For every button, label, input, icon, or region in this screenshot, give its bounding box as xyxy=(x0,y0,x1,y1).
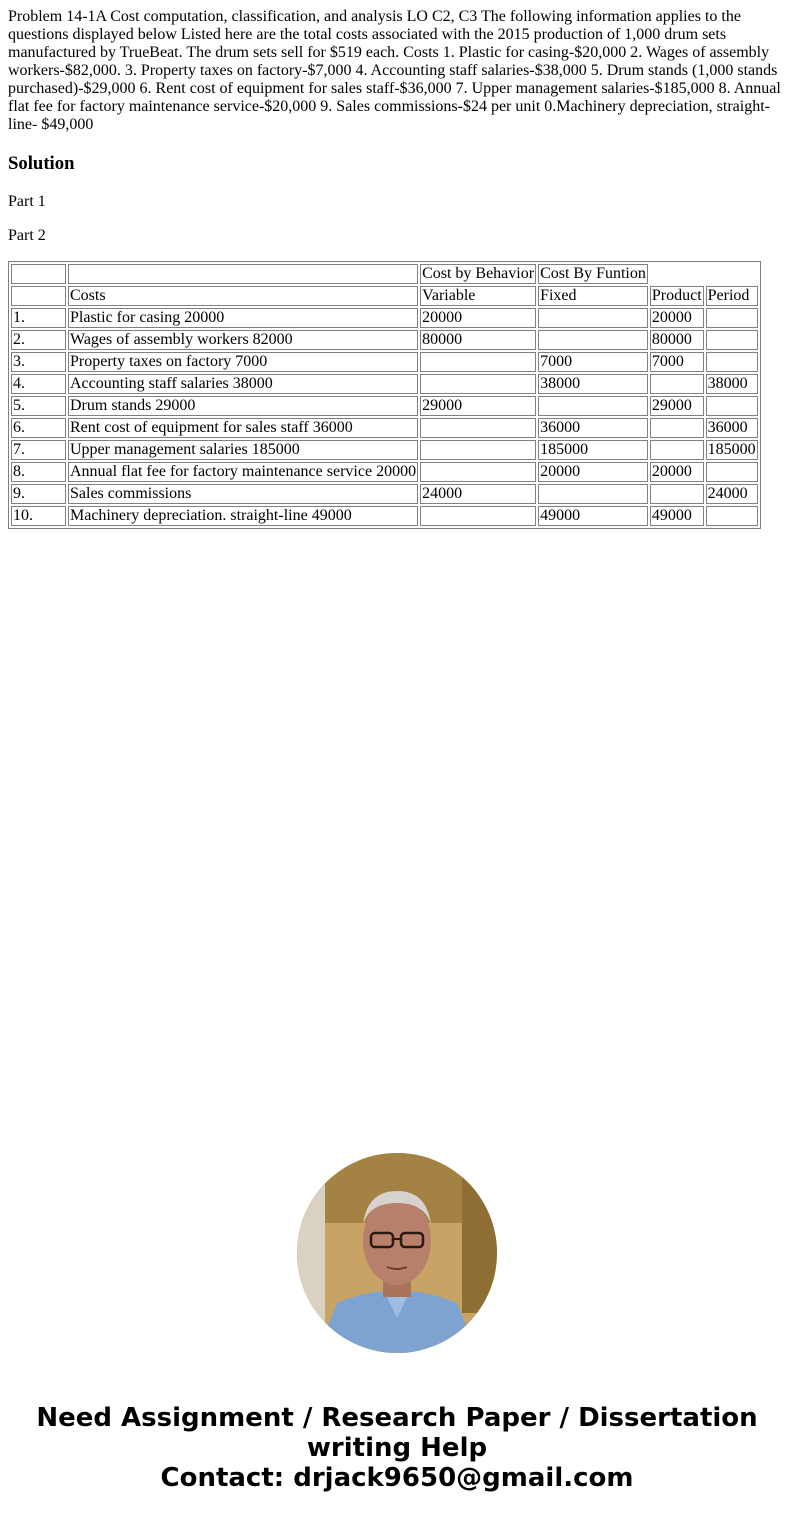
table-row xyxy=(11,484,758,504)
variable-value: 24000 xyxy=(420,484,536,504)
behavior-group-header: Cost by Behavior xyxy=(422,265,535,282)
promo-line-1: Need Assignment / Research Paper / Dissertation xyxy=(36,1403,758,1433)
row-number: 2. xyxy=(11,330,66,350)
table-row xyxy=(11,352,758,372)
variable-value: 80000 xyxy=(420,330,536,350)
row-number: 10. xyxy=(11,506,66,526)
row-number: 1. xyxy=(11,308,66,328)
period-value xyxy=(706,308,758,328)
product-value: 20000 xyxy=(650,308,704,328)
table-row xyxy=(11,308,758,328)
promo-contact: Contact: drjack9650@gmail.com xyxy=(160,1463,634,1493)
cost-item: Annual flat fee for factory maintenance service 20000 xyxy=(70,463,417,480)
period-value: 185000 xyxy=(707,441,756,458)
period-value xyxy=(706,462,758,482)
cost-item: Sales commissions xyxy=(68,484,418,504)
product-value xyxy=(650,418,704,438)
product-value: 7000 xyxy=(650,352,704,372)
fixed-value: 7000 xyxy=(538,352,648,372)
costs-header: Costs xyxy=(68,286,418,306)
product-value xyxy=(650,484,704,504)
period-header: Period xyxy=(706,286,758,306)
period-value xyxy=(706,506,758,526)
row-number: 7. xyxy=(11,440,66,460)
fixed-value: 20000 xyxy=(538,462,648,482)
period-value xyxy=(706,396,758,416)
fixed-value xyxy=(538,308,648,328)
empty-cell xyxy=(11,264,66,284)
author-photo xyxy=(297,1153,497,1353)
product-header: Product xyxy=(651,287,702,304)
problem-statement: Problem 14-1A Cost computation, classification, and analysis LO C2, C3 The following information applies to the questions displayed below Listed here are the total costs associated with the 2015 production of 1,000 drum sets manufactured by TrueBeat. The drum sets sell for $519 each. Costs 1. Plastic for casing-$20,000 2. Wages of assembly workers-$82,000. 3. Property taxes on factory-$7,000 4. Accounting staff salaries-$38,000 5. Drum stands (1,000 stands purchased)-$29,000 6. Rent cost of equipment for sales staff-$36,000 7. Upper management salaries-$185,000 8. Annual flat fee for factory maintenance service-$20,000 9. Sales commissions-$24 per unit 0.Machinery depreciation, straight-line- $49,000 xyxy=(8,8,781,133)
fixed-value xyxy=(538,330,648,350)
product-value: 80000 xyxy=(650,330,704,350)
row-number: 8. xyxy=(11,462,66,482)
variable-header: Variable xyxy=(420,286,536,306)
row-number: 3. xyxy=(11,352,66,372)
variable-value xyxy=(420,462,536,482)
product-value: 29000 xyxy=(650,396,704,416)
variable-value xyxy=(420,440,536,460)
row-number: 4. xyxy=(11,374,66,394)
table-row xyxy=(11,440,758,460)
fixed-value xyxy=(538,396,648,416)
cost-item: Rent cost of equipment for sales staff 36000 xyxy=(68,418,418,438)
empty-cell xyxy=(68,264,418,284)
cost-item: Upper management salaries 185000 xyxy=(68,440,418,460)
cost-item: Property taxes on factory 7000 xyxy=(68,352,418,372)
portrait-image xyxy=(297,1153,497,1353)
row-number: 9. xyxy=(11,484,66,504)
period-value: 36000 xyxy=(706,418,758,438)
period-value xyxy=(706,330,758,350)
variable-value xyxy=(420,418,536,438)
cost-item: Plastic for casing 20000 xyxy=(68,308,418,328)
period-value: 38000 xyxy=(706,374,758,394)
variable-value xyxy=(420,352,536,372)
cost-item: Drum stands 29000 xyxy=(68,396,418,416)
cost-item: Machinery depreciation. straight-line 49000 xyxy=(68,506,418,526)
table-row xyxy=(11,418,758,438)
product-value xyxy=(650,374,704,394)
fixed-value xyxy=(538,484,648,504)
fixed-value: 185000 xyxy=(538,440,648,460)
table-row xyxy=(11,462,758,482)
variable-value xyxy=(420,374,536,394)
solution-heading: Solution xyxy=(8,153,75,174)
fixed-value: 36000 xyxy=(538,418,648,438)
fixed-value: 49000 xyxy=(538,506,648,526)
row-number: 5. xyxy=(11,396,66,416)
fixed-header: Fixed xyxy=(538,286,648,306)
period-value: 24000 xyxy=(706,484,758,504)
promo-footer xyxy=(0,1403,794,1493)
fixed-value: 38000 xyxy=(538,374,648,394)
group-header-row xyxy=(11,264,758,284)
part1-label: Part 1 xyxy=(8,193,46,210)
table-row xyxy=(11,506,758,526)
column-header-row xyxy=(11,286,758,306)
table-row xyxy=(11,374,758,394)
product-value: 20000 xyxy=(650,462,704,482)
cost-item: Accounting staff salaries 38000 xyxy=(68,374,418,394)
document-content xyxy=(8,8,788,524)
table-row xyxy=(11,396,758,416)
cost-item: Wages of assembly workers 82000 xyxy=(68,330,418,350)
promo-line-2: writing Help xyxy=(306,1433,488,1463)
empty-cell xyxy=(11,286,66,306)
part2-label: Part 2 xyxy=(8,227,46,244)
variable-value: 29000 xyxy=(420,396,536,416)
variable-value xyxy=(420,506,536,526)
table-row xyxy=(11,330,758,350)
cost-classification-table xyxy=(8,261,761,529)
row-number: 6. xyxy=(11,418,66,438)
period-value xyxy=(706,352,758,372)
function-group-header: Cost By Funtion xyxy=(540,265,646,282)
product-value xyxy=(650,440,704,460)
variable-value: 20000 xyxy=(420,308,536,328)
product-value: 49000 xyxy=(650,506,704,526)
